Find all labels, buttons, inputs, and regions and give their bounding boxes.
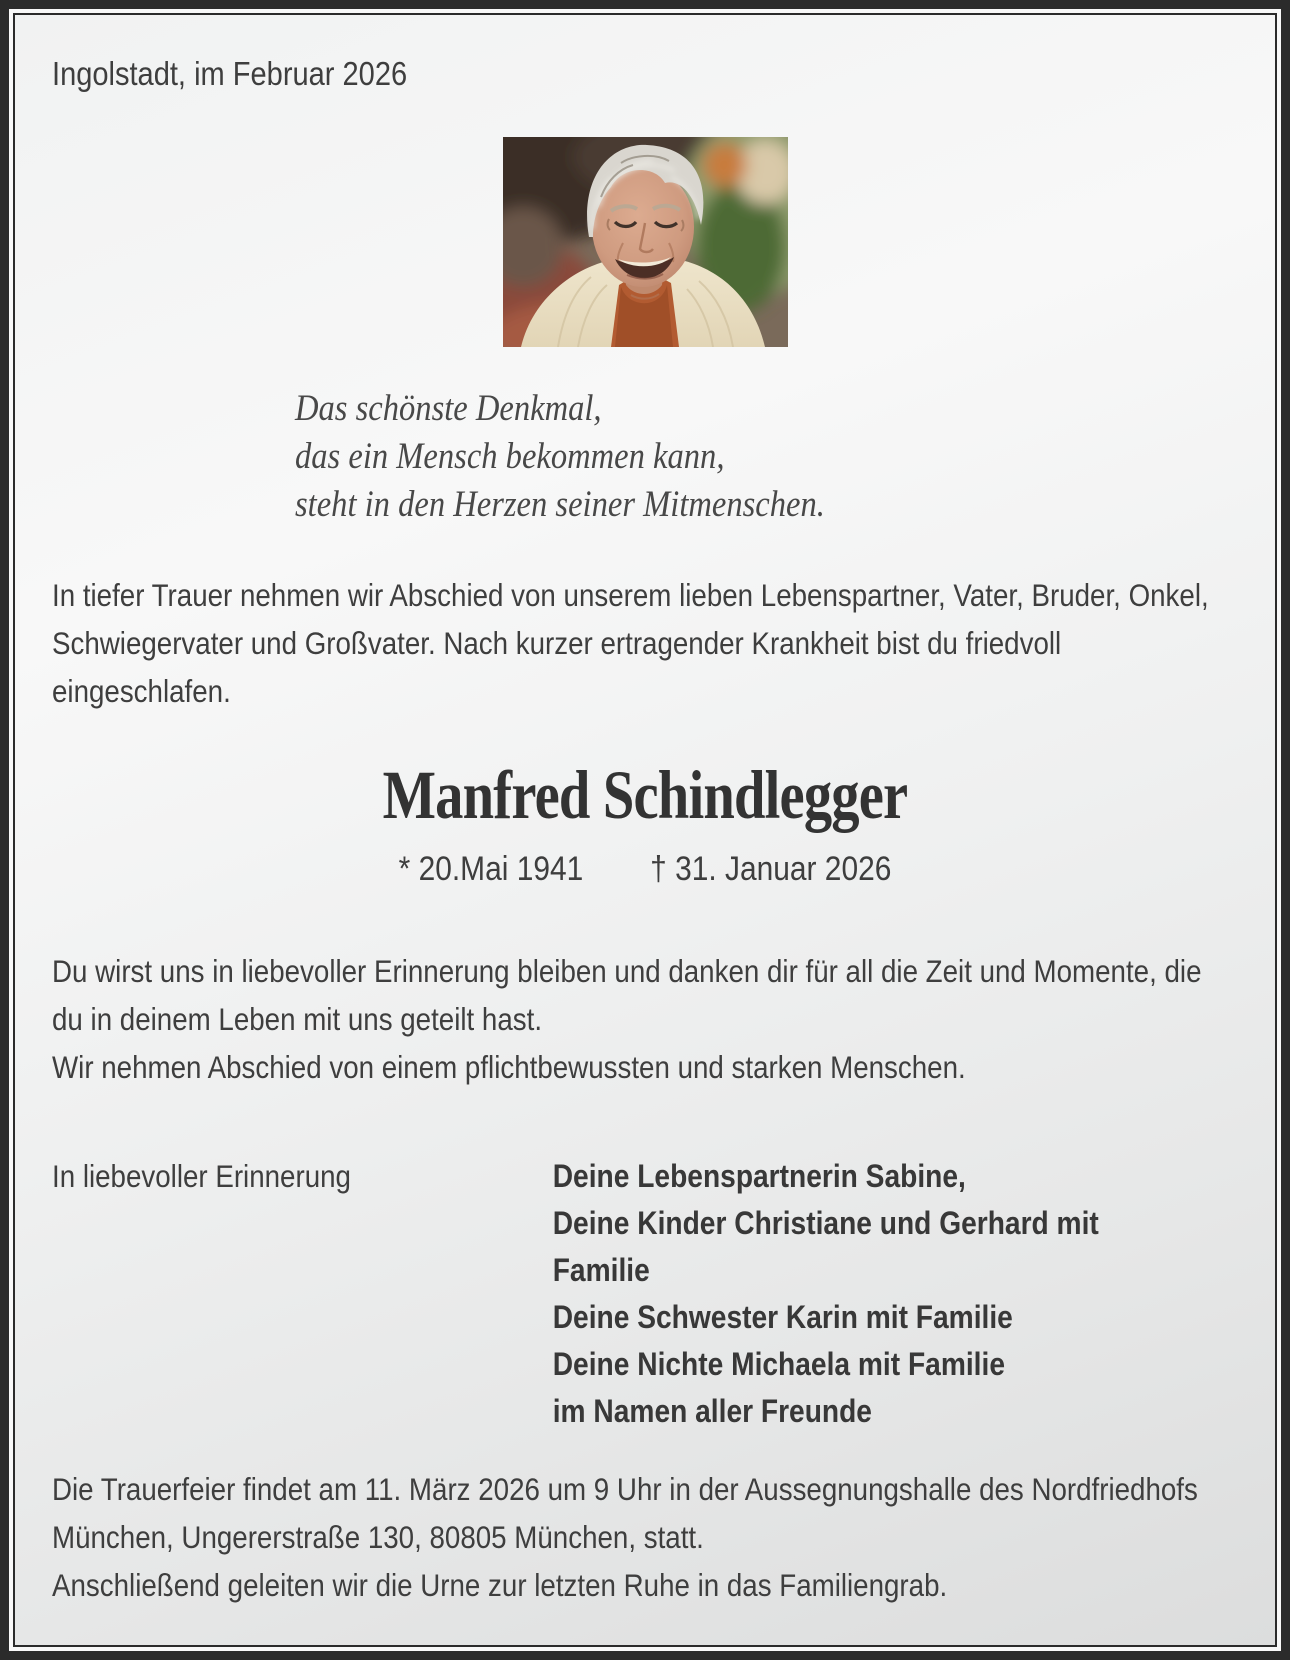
quote-line-1: Das schönste Denkmal, [295,388,602,429]
mourners-section [52,1153,1238,1435]
mourners-label: In liebevoller Erinnerung [52,1158,351,1194]
memorial-quote [295,385,1277,529]
notice-card [13,13,1277,1647]
portrait-photo [503,137,788,347]
intro-paragraph: In tiefer Trauer nehmen wir Abschied von unserem lieben Lebenspartner, Vater, Bruder, Onkel, Schwiegervater und Großvater. Nach kurzer ertragender Krankheit bist du friedvoll eingeschlafen. [52,577,1209,709]
mourners-list [553,1153,1169,1435]
deceased-name: Manfred Schindlegger [382,757,908,833]
funeral-info-1: Die Trauerfeier findet am 11. März 2026 um 9 Uhr in der Aussegnungshalle des Nordfriedhofs München, Ungererstraße 130, 80805 München, statt. [52,1471,1198,1555]
mourner-item: Deine Nichte Michaela mit Familie [552,1346,1005,1382]
birth-date: * 20.Mai 1941 [398,850,584,888]
portrait-photo-illustration [503,137,788,347]
life-dates [123,847,1167,891]
mourner-item: Deine Kinder Christiane und Gerhard mit Familie [552,1205,1099,1288]
quote-line-2: das ein Mensch bekommen kann, [295,436,725,477]
death-date: † 31. Januar 2026 [650,850,892,888]
dateline: Ingolstadt, im Februar 2026 [52,55,408,92]
mourner-item: Deine Schwester Karin mit Familie [552,1299,1013,1335]
remembrance-text-2: Wir nehmen Abschied von einem pflichtbewussten und starken Menschen. [52,1049,966,1085]
remembrance-text-1: Du wirst uns in liebevoller Erinnerung bleiben und danken dir für all die Zeit und Momente, die du in deinem Leben mit uns geteilt hast. [52,953,1202,1037]
funeral-info-2: Anschließend geleiten wir die Urne zur letzten Ruhe in das Familiengrab. [52,1567,948,1603]
funeral-info [52,1465,1238,1609]
mourner-item: im Namen aller Freunde [552,1393,872,1429]
mourner-item: Deine Lebenspartnerin Sabine, [552,1158,966,1194]
remembrance-paragraph [52,947,1238,1091]
quote-line-3: steht in den Herzen seiner Mitmenschen. [295,484,825,525]
